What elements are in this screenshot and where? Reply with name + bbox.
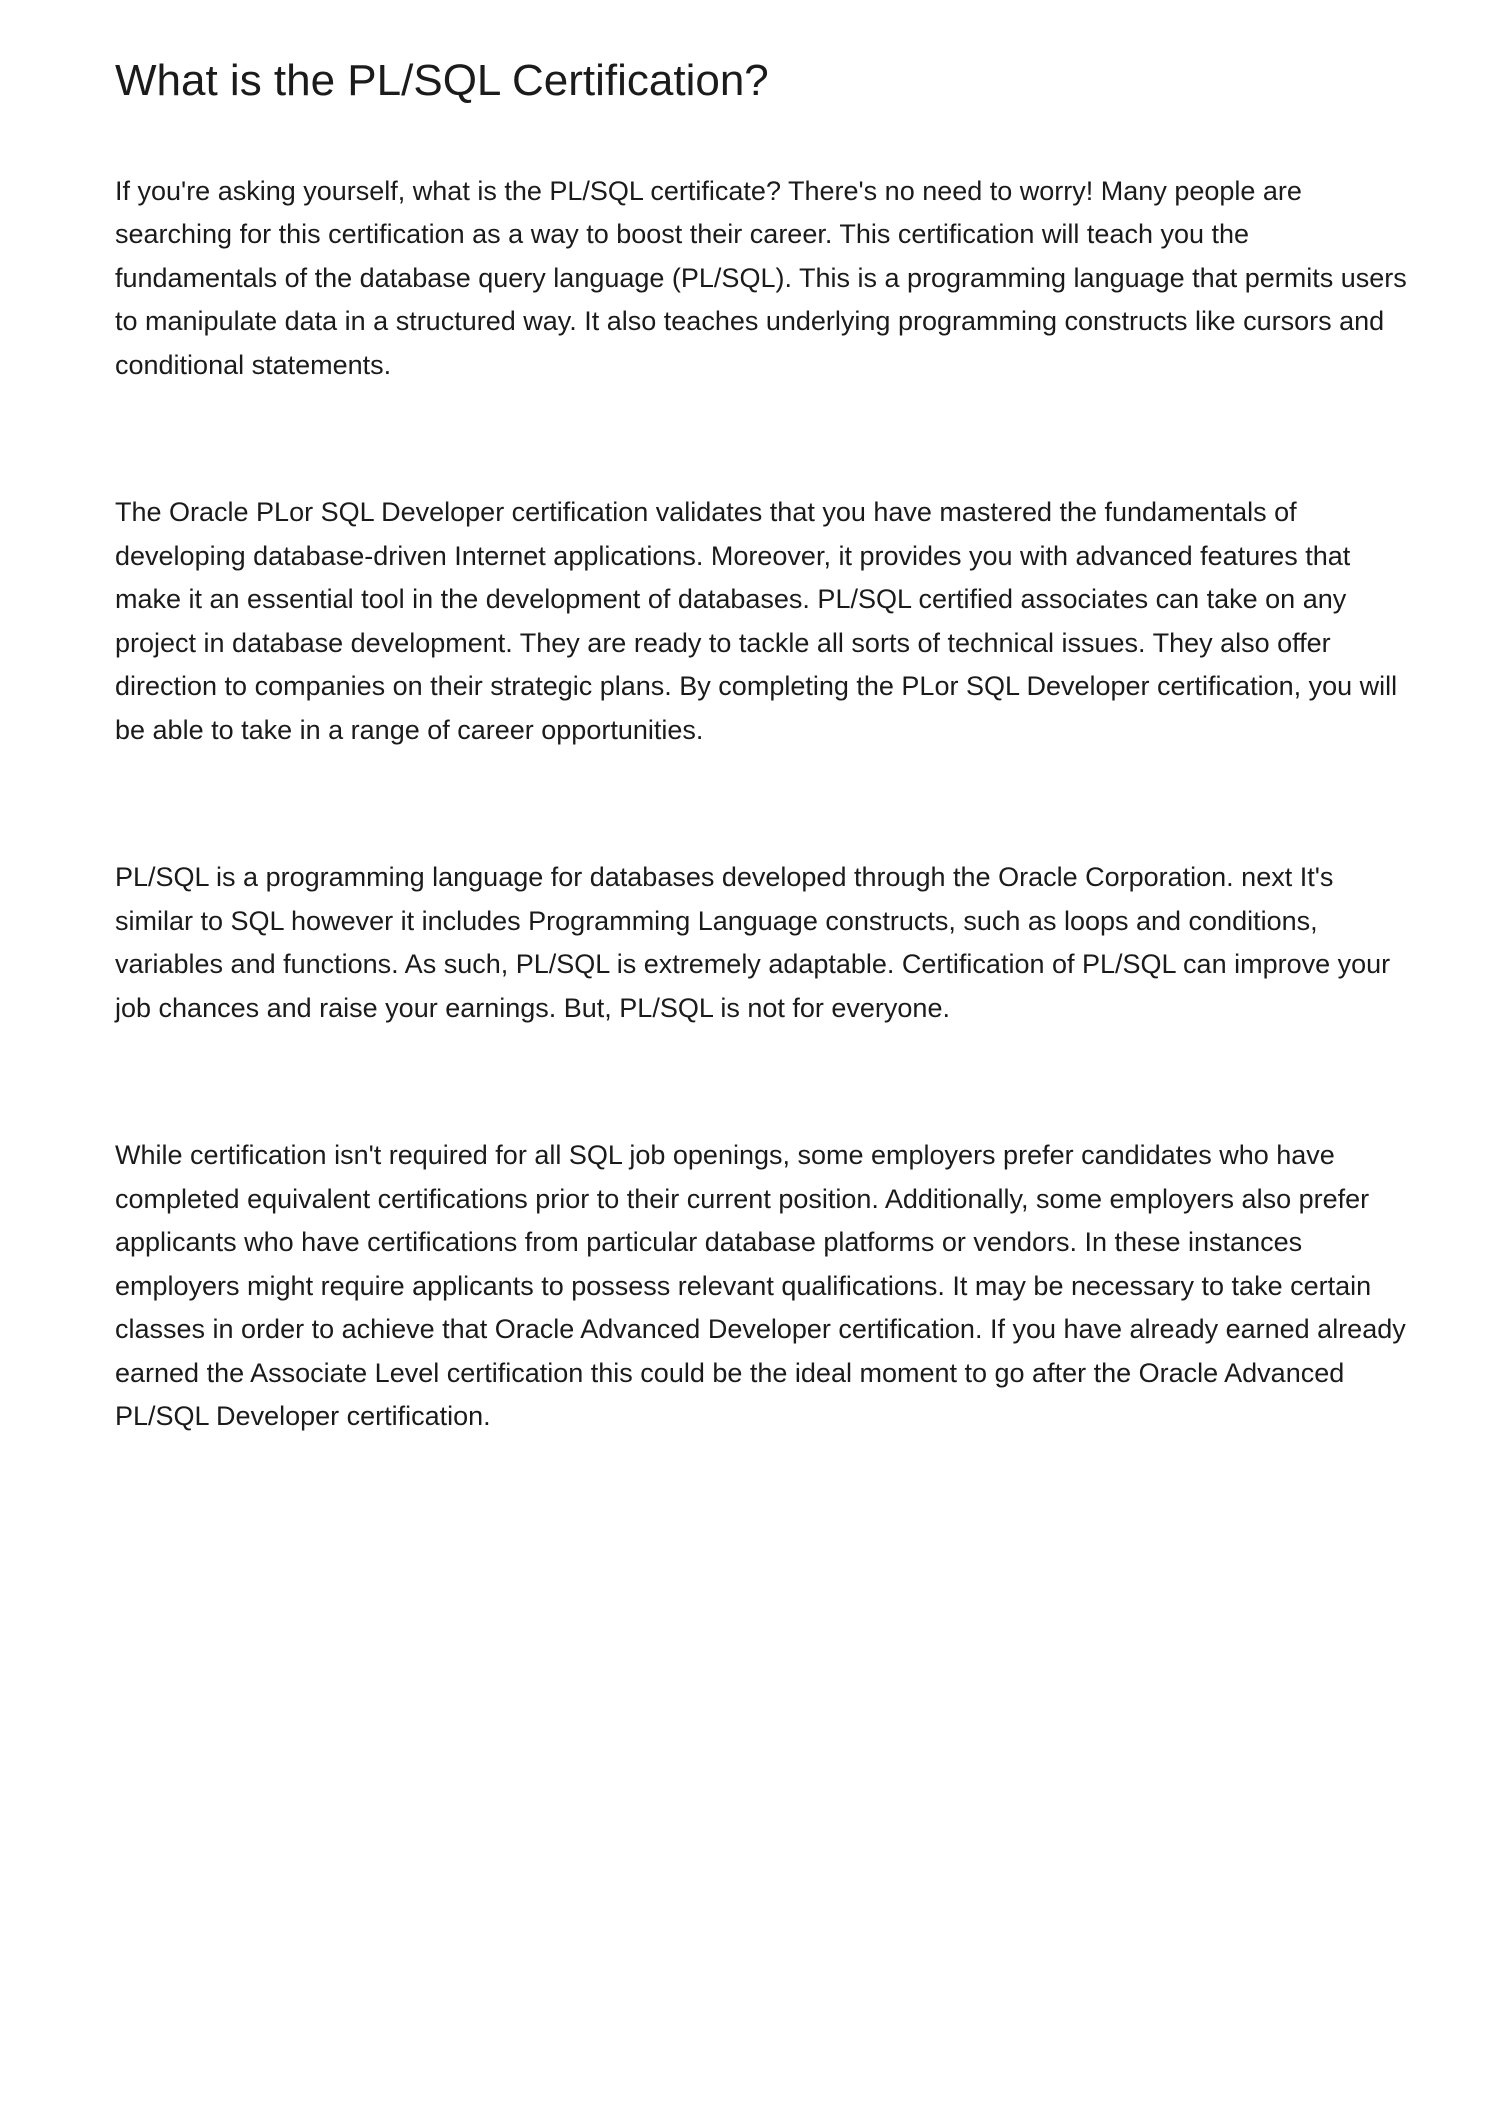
paragraph-intro: If you're asking yourself, what is the PL/SQL certificate? There's no need to worry! Many people are searching for this certification as a way to boost their career. This certification will teach you the fundamentals of the database query language (PL/SQL). This is a programming language that permits users to manipulate data in a structured way. It also teaches underlying programming constructs like cursors and conditional statements.	[115, 175, 1407, 380]
page-title: What is the PL/SQL Certification?	[115, 56, 769, 105]
paragraph-employer-requirements: While certification isn't required for all SQL job openings, some employers prefer candidates who have completed equivalent certifications prior to their current position. Additionally, some employers also prefer applicants who have certifications from particular database platforms or vendors. In these instances employers might require applicants to possess relevant qualifications. It may be necessary to take certain classes in order to achieve that Oracle Advanced Developer certification. If you have already earned already earned the Associate Level certification this could be the ideal moment to go after the Oracle Advanced PL/SQL Developer certification.	[115, 1140, 1406, 1432]
paragraph-oracle-developer-cert: The Oracle PLor SQL Developer certification validates that you have mastered the fundamentals of developing database-driven Internet applications. Moreover, it provides you with advanced features that make it an essential tool in the development of databases. PL/SQL certified associates can take on any project in database development. They are ready to tackle all sorts of technical issues. They also offer direction to companies on their strategic plans. By completing the PLor SQL Developer certification, you will be able to take in a range of career opportunities.	[115, 497, 1398, 745]
paragraph-plsql-language: PL/SQL is a programming language for databases developed through the Oracle Corporation. next It's similar to SQL however it includes Programming Language constructs, such as loops and conditions, variables and functions. As such, PL/SQL is extremely adaptable. Certification of PL/SQL can improve your job chances and raise your earnings. But, PL/SQL is not for everyone.	[115, 862, 1391, 1023]
